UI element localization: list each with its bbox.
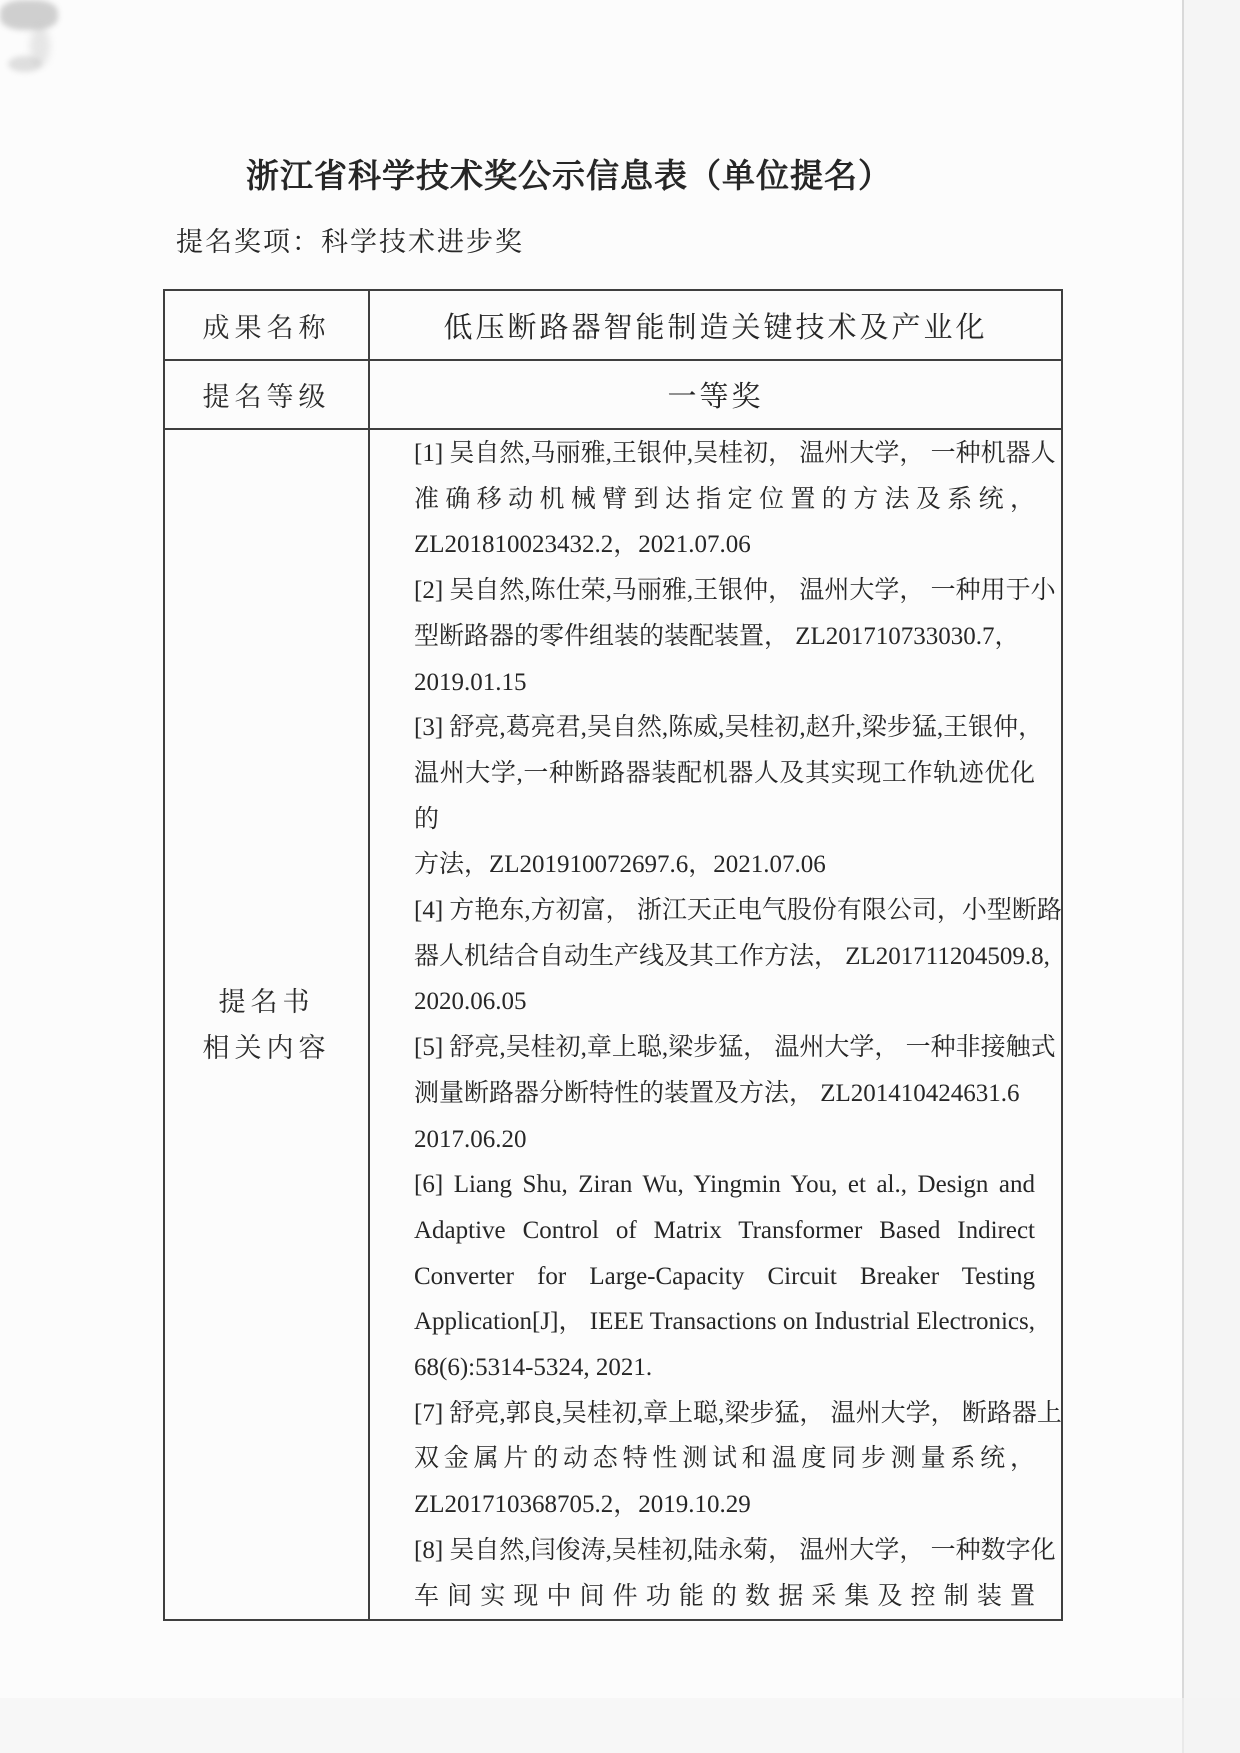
reference-line: [1] 吴自然,马丽雅,王银仲,吴桂初， 温州大学， 一种机器人 bbox=[414, 440, 1056, 467]
reference-line: 2019.01.15 bbox=[414, 668, 527, 696]
row-label-line: 提名书 bbox=[218, 986, 315, 1017]
reference-line: ZL201810023432.2，2021.07.06 bbox=[414, 531, 751, 559]
reference-line: 测量断路器分断特性的装置及方法， ZL201410424631.6 bbox=[414, 1079, 1020, 1107]
table-row-result-name bbox=[164, 290, 1062, 360]
table-row-nomination-grade bbox=[164, 360, 1062, 429]
row-value: 低压断路器智能制造关键技术及产业化 bbox=[369, 290, 1062, 360]
scan-edge-line bbox=[1182, 0, 1184, 1753]
reference-line: 器人机结合自动生产线及其工作方法， ZL201711204509.8, bbox=[414, 942, 1050, 970]
scan-smudge bbox=[30, 26, 50, 66]
reference-line: 准确移动机械臂到达指定位置的方法及系统， bbox=[414, 485, 1035, 513]
reference-line: Converter for Large-Capacity Circuit Breaker Testing bbox=[414, 1262, 1035, 1290]
scan-bottom-band bbox=[0, 1698, 1240, 1753]
row-label: 提名等级 bbox=[164, 360, 369, 429]
reference-line: [2] 吴自然,陈仕荣,马丽雅,王银仲， 温州大学， 一种用于小 bbox=[414, 577, 1056, 605]
references-cell bbox=[369, 429, 1062, 1620]
reference-line: 型断路器的零件组装的装配装置， ZL201710733030.7， bbox=[414, 622, 1020, 650]
reference-line: 68(6):5314-5324, 2021. bbox=[414, 1354, 653, 1382]
page-title: 浙江省科学技术奖公示信息表（单位提名） bbox=[246, 157, 892, 194]
reference-line: 2020.06.05 bbox=[414, 988, 527, 1016]
scan-smudge bbox=[0, 0, 58, 30]
reference-line: [5] 舒亮,吴桂初,章上聪,梁步猛， 温州大学， 一种非接触式 bbox=[414, 1034, 1056, 1062]
row-value: 一等奖 bbox=[369, 360, 1062, 429]
reference-line: [7] 舒亮,郭良,吴桂初,章上聪,梁步猛， 温州大学， 断路器上 bbox=[414, 1399, 1062, 1427]
row-label-line: 相关内容 bbox=[202, 1032, 331, 1063]
row-label: 成果名称 bbox=[164, 290, 369, 360]
award-category-line: 提名奖项：科学技术进步奖 bbox=[176, 227, 524, 257]
reference-line: [3] 舒亮,葛亮君,吴自然,陈威,吴桂初,赵升,梁步猛,王银仲， bbox=[414, 714, 1044, 742]
reference-line: [4] 方艳东,方初富， 浙江天正电气股份有限公司，小型断路 bbox=[414, 897, 1062, 925]
reference-line: 双金属片的动态特性测试和温度同步测量系统， bbox=[414, 1445, 1035, 1473]
row-label bbox=[164, 429, 369, 1620]
reference-line: 车间实现中间件功能的数据采集及控制装置 bbox=[414, 1582, 1035, 1610]
reference-line: 2017.06.20 bbox=[414, 1125, 527, 1153]
info-table bbox=[163, 289, 1063, 1621]
reference-line: Application[J]， IEEE Transactions on Industrial Electronics, bbox=[414, 1308, 1035, 1336]
scan-edge-band bbox=[1184, 0, 1240, 1753]
reference-line: [8] 吴自然,闫俊涛,吴桂初,陆永菊， 温州大学， 一种数字化 bbox=[414, 1536, 1056, 1564]
reference-line: 温州大学,一种断路器装配机器人及其实现工作轨迹优化的 bbox=[414, 759, 1035, 833]
reference-line: Adaptive Control of Matrix Transformer Based Indirect bbox=[414, 1216, 1035, 1244]
table-row-nomination-content bbox=[164, 429, 1062, 1620]
scan-smudge bbox=[8, 56, 42, 72]
reference-line: [6] Liang Shu, Ziran Wu, Yingmin You, et al., Design and bbox=[414, 1171, 1035, 1199]
reference-line: ZL201710368705.2，2019.10.29 bbox=[414, 1491, 751, 1519]
reference-line: 方法，ZL201910072697.6，2021.07.06 bbox=[414, 851, 826, 879]
